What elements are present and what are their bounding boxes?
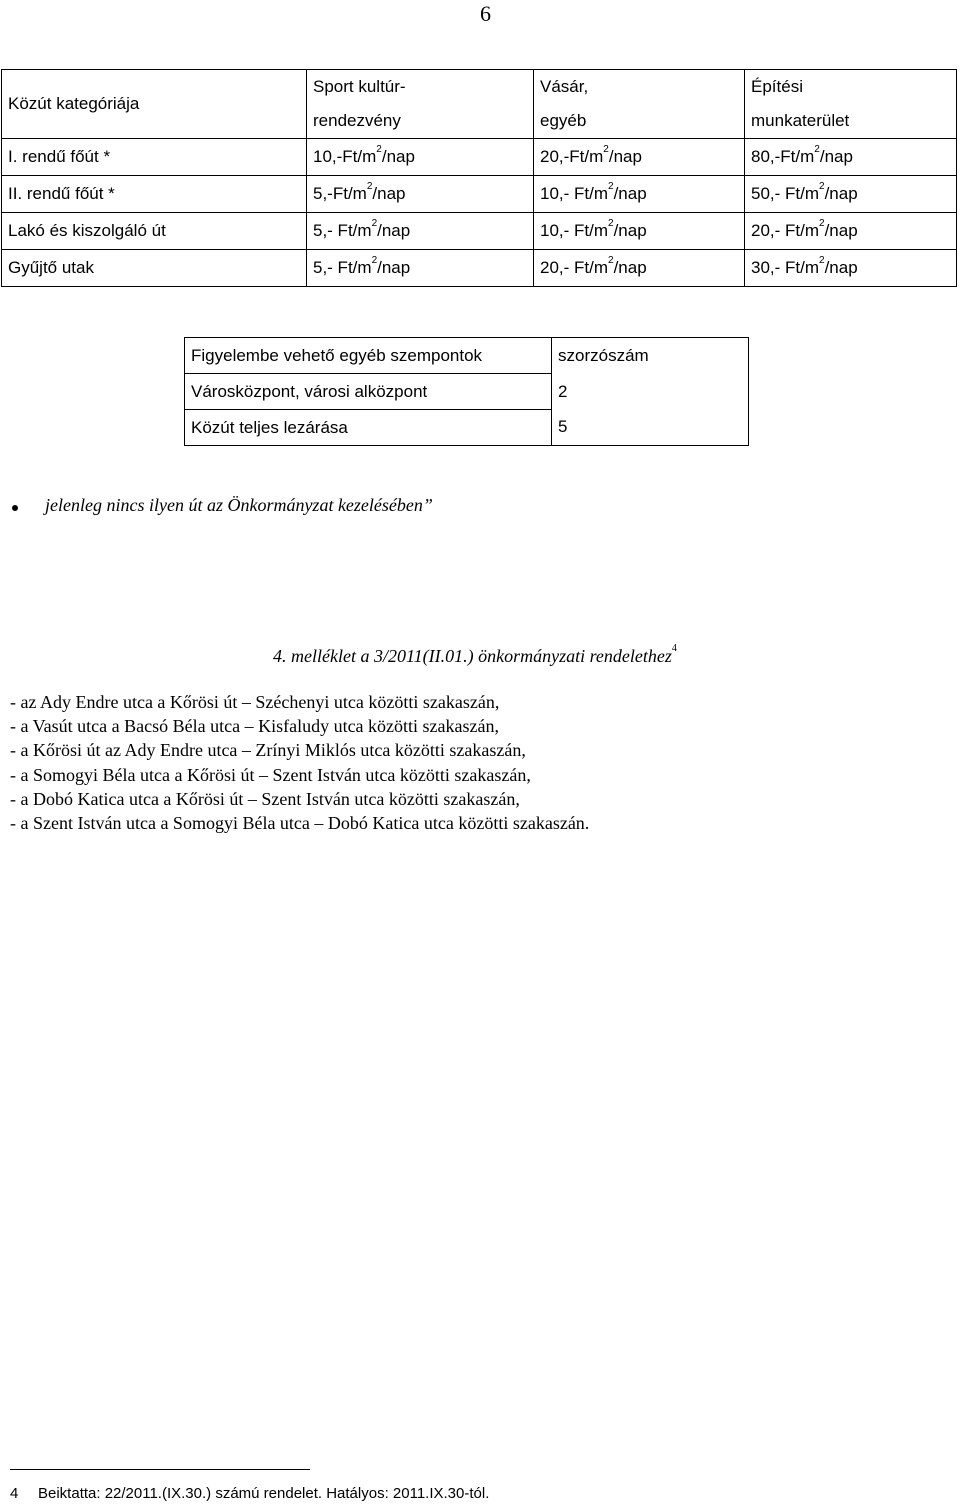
bullet-icon bbox=[12, 505, 18, 511]
fee-unit-prefix: /m bbox=[800, 221, 820, 240]
row-fair-fee bbox=[534, 139, 745, 176]
row-fair-fee bbox=[534, 213, 745, 250]
footnote-number: 4 bbox=[10, 1485, 19, 1502]
fee-unit-prefix: /m bbox=[584, 147, 604, 166]
multiplier-row bbox=[185, 410, 749, 446]
fee-unit-prefix: /m bbox=[589, 258, 609, 277]
annex-title bbox=[273, 643, 677, 667]
list-item: - a Dobó Katica utca a Kőrösi út – Szent István utca közötti szakaszán, bbox=[10, 788, 520, 809]
bullet-note-text: jelenleg nincs ilyen út az Önkormányzat kezelésében” bbox=[45, 495, 433, 515]
header-fair-line2: egyéb bbox=[540, 111, 587, 130]
fee-unit-prefix: /m bbox=[800, 258, 820, 277]
fee-unit-exponent: 2 bbox=[608, 218, 614, 229]
row-category: Lakó és kiszolgáló út bbox=[2, 213, 307, 250]
fee-unit-suffix: /nap bbox=[613, 184, 647, 203]
fee-unit-prefix: /m bbox=[352, 258, 372, 277]
fee-unit-exponent: 2 bbox=[819, 218, 825, 229]
list-item: - az Ady Endre utca a Kőrösi út – Széchenyi utca közötti szakaszán, bbox=[10, 692, 500, 712]
multiplier-header-label: Figyelembe vehető egyéb szempontok bbox=[185, 338, 552, 374]
header-category: Közút kategóriája bbox=[2, 70, 307, 139]
table-row bbox=[2, 176, 957, 213]
fee-unit-prefix: /m bbox=[347, 184, 367, 203]
row-construction-fee bbox=[745, 139, 957, 176]
row-sport-fee bbox=[307, 213, 534, 250]
fee-unit-suffix: /nap bbox=[824, 221, 858, 240]
list-item: - a Kőrösi út az Ady Endre utca – Zrínyi Miklós utca közötti szakaszán, bbox=[10, 740, 526, 761]
multiplier-row-label: Városközpont, városi alközpont bbox=[185, 374, 552, 410]
fee-unit-suffix: /nap bbox=[824, 184, 858, 203]
fee-unit-prefix: /m bbox=[800, 184, 820, 203]
fee-amount: 5,-Ft bbox=[313, 184, 348, 203]
fee-amount: 20,- Ft bbox=[540, 258, 590, 277]
fee-unit-exponent: 2 bbox=[603, 144, 609, 155]
header-sport bbox=[307, 70, 534, 139]
fee-amount: 20,- Ft bbox=[751, 221, 801, 240]
fee-unit-suffix: /nap bbox=[608, 147, 642, 166]
list-item: - a Vasút utca a Bacsó Béla utca – Kisfaludy utca közötti szakaszán, bbox=[10, 716, 499, 737]
fee-unit-suffix: /nap bbox=[372, 184, 406, 203]
fee-unit-suffix: /nap bbox=[824, 258, 858, 277]
fee-amount: 10,- Ft bbox=[540, 221, 590, 240]
header-construction-line1: Építési bbox=[751, 77, 803, 96]
multiplier-header-value: szorzószám bbox=[552, 338, 749, 374]
fee-amount: 30,- Ft bbox=[751, 258, 801, 277]
row-construction-fee bbox=[745, 250, 957, 287]
fee-unit-exponent: 2 bbox=[371, 218, 378, 229]
multiplier-row-value: 5 bbox=[552, 410, 749, 446]
fee-unit-exponent: 2 bbox=[608, 255, 614, 266]
row-construction-fee bbox=[745, 176, 957, 213]
fee-table-header bbox=[2, 70, 957, 139]
header-construction-line2: munkaterület bbox=[751, 111, 850, 130]
footnote-text: Beiktatta: 22/2011.(IX.30.) számú rendelet. Hatályos: 2011.IX.30-tól. bbox=[38, 1485, 490, 1502]
annex-footnote-ref: 4 bbox=[671, 643, 677, 654]
fee-amount: 5,- Ft bbox=[313, 258, 353, 277]
fee-amount: 5,- Ft bbox=[313, 221, 353, 240]
fee-unit-prefix: /m bbox=[589, 184, 609, 203]
table-row bbox=[2, 139, 957, 176]
header-fair bbox=[534, 70, 745, 139]
table-row bbox=[2, 213, 957, 250]
fee-unit-prefix: /m bbox=[352, 221, 372, 240]
row-construction-fee bbox=[745, 213, 957, 250]
header-sport-line2: rendezvény bbox=[313, 111, 401, 130]
fee-unit-prefix: /m bbox=[589, 221, 609, 240]
multiplier-row-value: 2 bbox=[552, 374, 749, 410]
fee-unit-suffix: /nap bbox=[613, 221, 647, 240]
header-fair-line1: Vásár, bbox=[540, 77, 589, 96]
fee-unit-exponent: 2 bbox=[376, 144, 382, 155]
row-category: Gyűjtő utak bbox=[2, 250, 307, 287]
fee-unit-exponent: 2 bbox=[814, 144, 820, 155]
fee-amount: 10,- Ft bbox=[540, 184, 590, 203]
multiplier-row bbox=[185, 374, 749, 410]
fee-amount: 50,- Ft bbox=[751, 184, 801, 203]
list-item: - a Somogyi Béla utca a Kőrösi út – Szent István utca közötti szakaszán, bbox=[10, 764, 531, 785]
row-sport-fee bbox=[307, 139, 534, 176]
row-fair-fee bbox=[534, 176, 745, 213]
header-construction bbox=[745, 70, 957, 139]
table-row bbox=[2, 250, 957, 287]
fee-unit-exponent: 2 bbox=[608, 181, 614, 192]
fee-unit-prefix: /m bbox=[357, 147, 377, 166]
footnote-divider bbox=[10, 1469, 310, 1470]
row-category: II. rendű főút * bbox=[2, 176, 307, 213]
annex-title-text: 4. melléklet a 3/2011(II.01.) önkormányzati rendelethez bbox=[273, 646, 672, 666]
fee-unit-suffix: /nap bbox=[377, 258, 411, 277]
fee-amount: 80,-Ft bbox=[751, 147, 796, 166]
fee-unit-prefix: /m bbox=[795, 147, 815, 166]
multiplier-table bbox=[184, 337, 749, 446]
fee-unit-suffix: /nap bbox=[377, 221, 411, 240]
footnote bbox=[10, 1485, 489, 1502]
row-sport-fee bbox=[307, 250, 534, 287]
fee-unit-exponent: 2 bbox=[371, 255, 378, 266]
header-sport-line1: Sport kultúr- bbox=[313, 77, 406, 96]
fee-unit-suffix: /nap bbox=[613, 258, 647, 277]
fee-unit-exponent: 2 bbox=[366, 181, 373, 192]
multiplier-row-label: Közút teljes lezárása bbox=[185, 410, 552, 446]
row-category: I. rendű főút * bbox=[2, 139, 307, 176]
multiplier-header-row bbox=[185, 338, 749, 374]
row-sport-fee bbox=[307, 176, 534, 213]
fee-unit-exponent: 2 bbox=[819, 255, 825, 266]
fee-amount: 10,-Ft bbox=[313, 147, 358, 166]
fee-table bbox=[1, 69, 957, 287]
fee-unit-suffix: /nap bbox=[819, 147, 853, 166]
fee-amount: 20,-Ft bbox=[540, 147, 585, 166]
row-fair-fee bbox=[534, 250, 745, 287]
fee-unit-exponent: 2 bbox=[819, 181, 825, 192]
street-section-list bbox=[10, 690, 589, 835]
fee-unit-suffix: /nap bbox=[381, 147, 415, 166]
list-item: - a Szent István utca a Somogyi Béla utca – Dobó Katica utca közötti szakaszán. bbox=[10, 813, 590, 834]
